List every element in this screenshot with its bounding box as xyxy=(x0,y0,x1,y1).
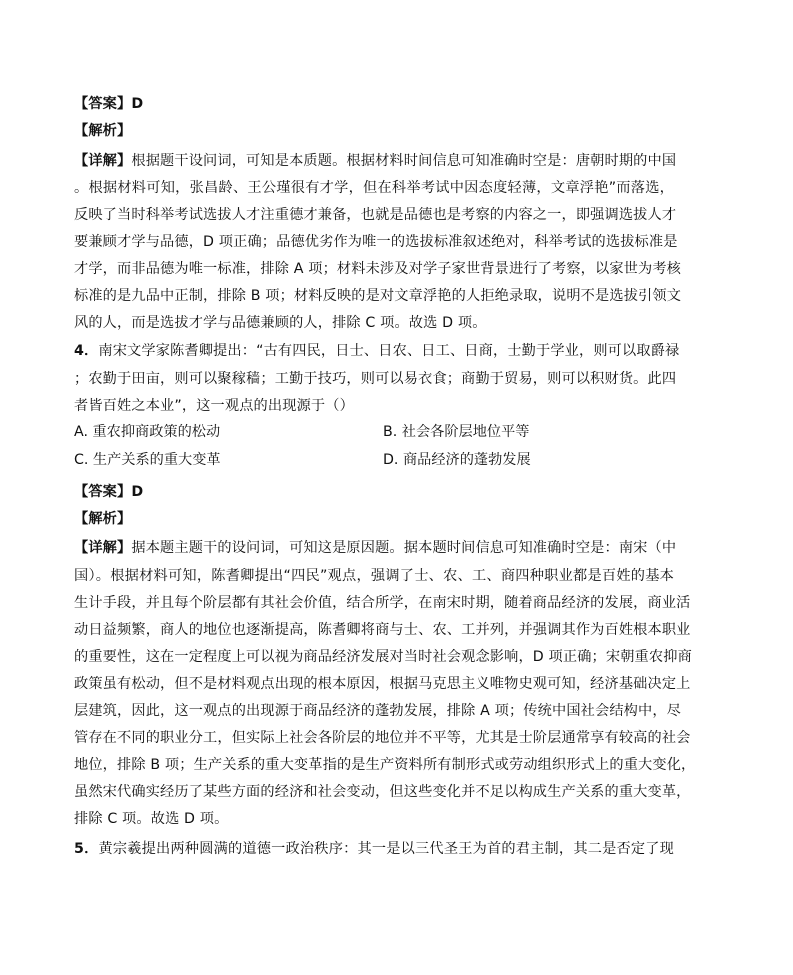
q4-analysis-label: 【解析】 xyxy=(74,511,132,527)
q4-detail-line-10: 虽然宋代确实经历了某些方面的经济和社会变动，但这些变化并不足以构成生产关系的重大变革， xyxy=(74,784,691,800)
q5-stem-line-1: 5．黄宗羲提出两种圆满的道德一政治秩序：其一是以三代圣王为首的君主制，其二是否定了现 xyxy=(74,841,674,857)
q4-option-a: A. 重农抑商政策的松动 xyxy=(74,424,221,440)
q4-detail-line-2: 国）。根据材料可知，陈耆卿提出“四民”观点，强调了士、农、工、商四种职业都是百姓的基本 xyxy=(74,568,674,584)
q4-detail-line-3: 生计手段，并且每个阶层都有其社会价值，结合所学，在南宋时期，随着商品经济的发展，商业活 xyxy=(74,595,691,611)
q3-detail-line-3: 反映了当时科举考试选拔人才注重德才兼备，也就是品德也是考察的内容之一，即强调选拔人才 xyxy=(74,207,677,223)
q4-detail-line-8: 管存在不同的职业分工，但实际上社会各阶层的地位并不平等，尤其是士阶层通常享有较高的社会 xyxy=(74,730,691,746)
q4-option-b: B. 社会各阶层地位平等 xyxy=(383,424,530,440)
q4-stem-line-2: ；农勤于田亩，则可以聚稼穑；工勤于技巧，则可以易衣食；商勤于贸易，则可以积财货。此四 xyxy=(74,371,677,387)
q3-analysis-label: 【解析】 xyxy=(74,123,132,139)
q4-detail-line-1: 【详解】据本题主题干的设问词，可知这是原因题。据本题时间信息可知准确时空是：南宋（中 xyxy=(74,540,677,556)
q3-detail-line-4: 要兼顾才学与品德，D 项正确；品德优劣作为唯一的选拔标准叙述绝对，科举考试的选拔标准是 xyxy=(74,234,678,250)
q3-detail-line-7: 风的人，而是选拔才学与品德兼顾的人，排除 C 项。故选 D 项。 xyxy=(74,315,487,331)
q3-answer-value: D xyxy=(131,96,144,112)
q4-detail-line-4: 动日益频繁，商人的地位也逐渐提高，陈耆卿将商与士、农、工并列，并强调其作为百姓根本职业 xyxy=(74,622,691,638)
q3-detail-line-2: 。根据材料可知，张昌龄、王公瑾很有才学，但在科举考试中因态度轻薄，文章浮艳”而落选， xyxy=(74,180,674,196)
q4-answer: 【答案】D xyxy=(74,484,144,500)
q3-detail-line-5: 才学，而非品德为唯一标准，排除 A 项；材料未涉及对学子家世背景进行了考察，以家世为考核 xyxy=(74,261,682,277)
q4-detail-line-7: 层建筑，因此，这一观点的出现源于商品经济的蓬勃发展，排除 A 项；传统中国社会结构中，尽 xyxy=(74,703,682,719)
q3-detail-line-6: 标准的是九品中正制，排除 B 项；材料反映的是对文章浮艳的人拒绝录取，说明不是选拔引领文 xyxy=(74,288,682,304)
q4-answer-value: D xyxy=(131,484,144,500)
q3-answer: 【答案】D xyxy=(74,96,144,112)
q4-option-d: D. 商品经济的蓬勃发展 xyxy=(383,452,531,468)
q4-detail-line-5: 的重要性，这在一定程度上可以视为商品经济发展对当时社会观念影响，D 项正确；宋朝重农抑商 xyxy=(74,649,692,665)
q3-detail-line-1: 【详解】根据题干设问词，可知是本质题。根据材料时间信息可知准确时空是：唐朝时期的中国 xyxy=(74,153,677,169)
q4-option-c: C. 生产关系的重大变革 xyxy=(74,452,221,468)
q4-stem-line-3: 者皆百姓之本业”，这一观点的出现源于（） xyxy=(74,398,354,414)
q4-detail-line-11: 排除 C 项。故选 D 项。 xyxy=(74,811,229,827)
q4-detail-line-6: 政策虽有松动，但不是材料观点出现的根本原因，根据马克思主义唯物史观可知，经济基础决定上 xyxy=(74,676,691,692)
q4-detail-line-9: 地位，排除 B 项；生产关系的重大变革指的是生产资料所有制形式或劳动组织形式上的重大变化， xyxy=(74,757,696,773)
q4-stem-line-1: 4．南宋文学家陈耆卿提出：“古有四民，日士、日农、日工、日商，士勤于学业，则可以取爵禄 xyxy=(74,343,680,359)
